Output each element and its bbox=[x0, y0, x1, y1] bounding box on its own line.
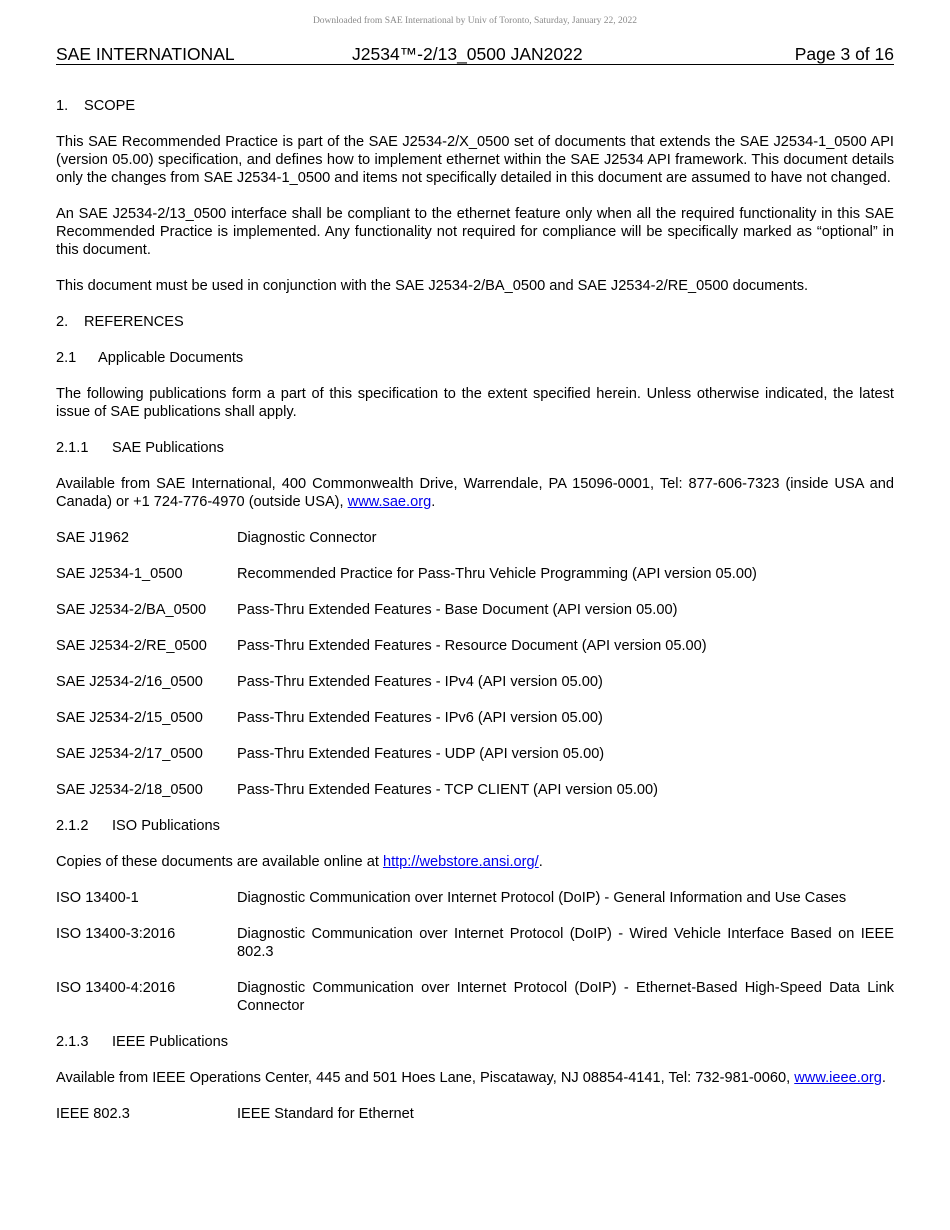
reference-item bbox=[56, 601, 894, 619]
subsection-number: 2.1.3 bbox=[56, 1034, 89, 1050]
reference-item bbox=[56, 889, 894, 907]
document-body bbox=[56, 97, 894, 1123]
reference-id: SAE J2534-2/BA_0500 bbox=[56, 602, 207, 618]
ieee-reference-list bbox=[56, 1105, 894, 1123]
header-doc-id: J2534™-2/13_0500 JAN2022 bbox=[352, 44, 583, 64]
download-notice: Downloaded from SAE International by Univ of Toronto, Saturday, January 22, 2022 bbox=[312, 16, 638, 26]
ieee-website-link[interactable]: www.ieee.org bbox=[794, 1070, 882, 1086]
reference-id: IEEE 802.3 bbox=[56, 1106, 130, 1122]
subsection-number: 2.1.2 bbox=[56, 818, 89, 834]
reference-item bbox=[56, 1105, 894, 1123]
header-page-number: Page 3 of 16 bbox=[794, 44, 894, 64]
reference-id: SAE J2534-2/18_0500 bbox=[56, 782, 203, 798]
reference-id: ISO 13400-1 bbox=[56, 890, 139, 906]
reference-id: SAE J2534-2/16_0500 bbox=[56, 674, 203, 690]
section-number: 2. bbox=[56, 314, 69, 330]
applicable-paragraph: The following publications form a part of this specification to the extent specified herein. Unless otherwise indicated, the latest issue of SAE publications shall apply. bbox=[56, 386, 894, 420]
scope-paragraph-2: An SAE J2534-2/13_0500 interface shall be compliant to the ethernet feature only when all the required functionality in this SAE Recommended Practice is implemented. Any functionality not required for compliance will be specifically marked as “optional” in this document. bbox=[56, 206, 894, 258]
reference-title: Pass-Thru Extended Features - IPv4 (API version 05.00) bbox=[237, 674, 603, 690]
section-references-heading bbox=[56, 313, 894, 331]
reference-item bbox=[56, 925, 894, 961]
reference-id: SAE J1962 bbox=[56, 530, 130, 546]
page-header bbox=[56, 44, 894, 65]
reference-title: Pass-Thru Extended Features - Base Document (API version 05.00) bbox=[237, 602, 678, 618]
reference-item bbox=[56, 637, 894, 655]
sae-reference-list bbox=[56, 529, 894, 799]
subsection-ieee-heading bbox=[56, 1033, 894, 1051]
reference-title: Recommended Practice for Pass-Thru Vehicle Programming (API version 05.00) bbox=[237, 566, 757, 582]
reference-title: Diagnostic Connector bbox=[237, 530, 377, 546]
reference-id: SAE J2534-2/RE_0500 bbox=[56, 638, 207, 654]
sae-availability-paragraph: Available from SAE International, 400 Commonwealth Drive, Warrendale, PA 15096-0001, Tel: 877-606-7323 (inside USA and Canada) or +1 724-776-4970 (outside USA), www.sae.org. bbox=[56, 476, 894, 510]
reference-id: SAE J2534-1_0500 bbox=[56, 566, 183, 582]
subsection-title: IEEE Publications bbox=[112, 1034, 229, 1050]
iso-reference-list bbox=[56, 889, 894, 1015]
reference-title: Pass-Thru Extended Features - TCP CLIENT (API version 05.00) bbox=[237, 782, 658, 798]
ieee-availability-paragraph: Available from IEEE Operations Center, 445 and 501 Hoes Lane, Piscataway, NJ 08854-4141, Tel: 732-981-0060, www.ieee.org. bbox=[56, 1070, 886, 1086]
reference-id: SAE J2534-2/17_0500 bbox=[56, 746, 203, 762]
section-title: SCOPE bbox=[84, 98, 136, 114]
ansi-webstore-link[interactable]: http://webstore.ansi.org/ bbox=[382, 854, 539, 870]
reference-title: Pass-Thru Extended Features - Resource Document (API version 05.00) bbox=[237, 638, 707, 654]
scope-paragraph-1: This SAE Recommended Practice is part of the SAE J2534-2/X_0500 set of documents that extends the SAE J2534-1_0500 API (version 05.00) specification, and defines how to implement ethernet within the SAE J2534 API framework. This document details only the changes from SAE J2534-1_0500 and items not specifically detailed in this document are assumed to have not changed. bbox=[56, 134, 894, 186]
sae-website-link[interactable]: www.sae.org bbox=[347, 494, 432, 510]
reference-title: Diagnostic Communication over Internet Protocol (DoIP) - General Information and Use Cases bbox=[237, 890, 847, 906]
reference-id: ISO 13400-4:2016 bbox=[56, 980, 176, 996]
reference-id: ISO 13400-3:2016 bbox=[56, 926, 176, 942]
reference-item bbox=[56, 673, 894, 691]
reference-item bbox=[56, 745, 894, 763]
reference-item bbox=[56, 709, 894, 727]
subsection-iso-heading bbox=[56, 817, 894, 835]
reference-item bbox=[56, 781, 894, 799]
subsection-title: ISO Publications bbox=[112, 818, 220, 834]
subsection-sae-heading bbox=[56, 439, 894, 457]
section-scope-heading bbox=[56, 97, 894, 115]
header-org: SAE INTERNATIONAL bbox=[56, 44, 235, 64]
subsection-title: SAE Publications bbox=[112, 440, 224, 456]
subsection-applicable-heading bbox=[56, 349, 894, 367]
section-number: 1. bbox=[56, 98, 69, 114]
reference-item bbox=[56, 529, 894, 547]
reference-item bbox=[56, 979, 894, 1015]
reference-title: Diagnostic Communication over Internet Protocol (DoIP) - Wired Vehicle Interface Based on IEEE 802.3 bbox=[237, 926, 894, 960]
scope-paragraph-3: This document must be used in conjunction with the SAE J2534-2/BA_0500 and SAE J2534-2/RE_0500 documents. bbox=[56, 278, 809, 294]
reference-title: Pass-Thru Extended Features - IPv6 (API version 05.00) bbox=[237, 710, 603, 726]
reference-item bbox=[56, 565, 894, 583]
reference-title: Pass-Thru Extended Features - UDP (API version 05.00) bbox=[237, 746, 605, 762]
subsection-number: 2.1 bbox=[56, 350, 77, 366]
reference-title: Diagnostic Communication over Internet Protocol (DoIP) - Ethernet-Based High-Speed Data Link Connector bbox=[237, 980, 894, 1014]
subsection-title: Applicable Documents bbox=[98, 350, 244, 366]
section-title: REFERENCES bbox=[84, 314, 184, 330]
reference-title: IEEE Standard for Ethernet bbox=[237, 1106, 414, 1122]
iso-availability-paragraph: Copies of these documents are available online at http://webstore.ansi.org/. bbox=[56, 854, 543, 870]
reference-id: SAE J2534-2/15_0500 bbox=[56, 710, 203, 726]
subsection-number: 2.1.1 bbox=[56, 440, 89, 456]
